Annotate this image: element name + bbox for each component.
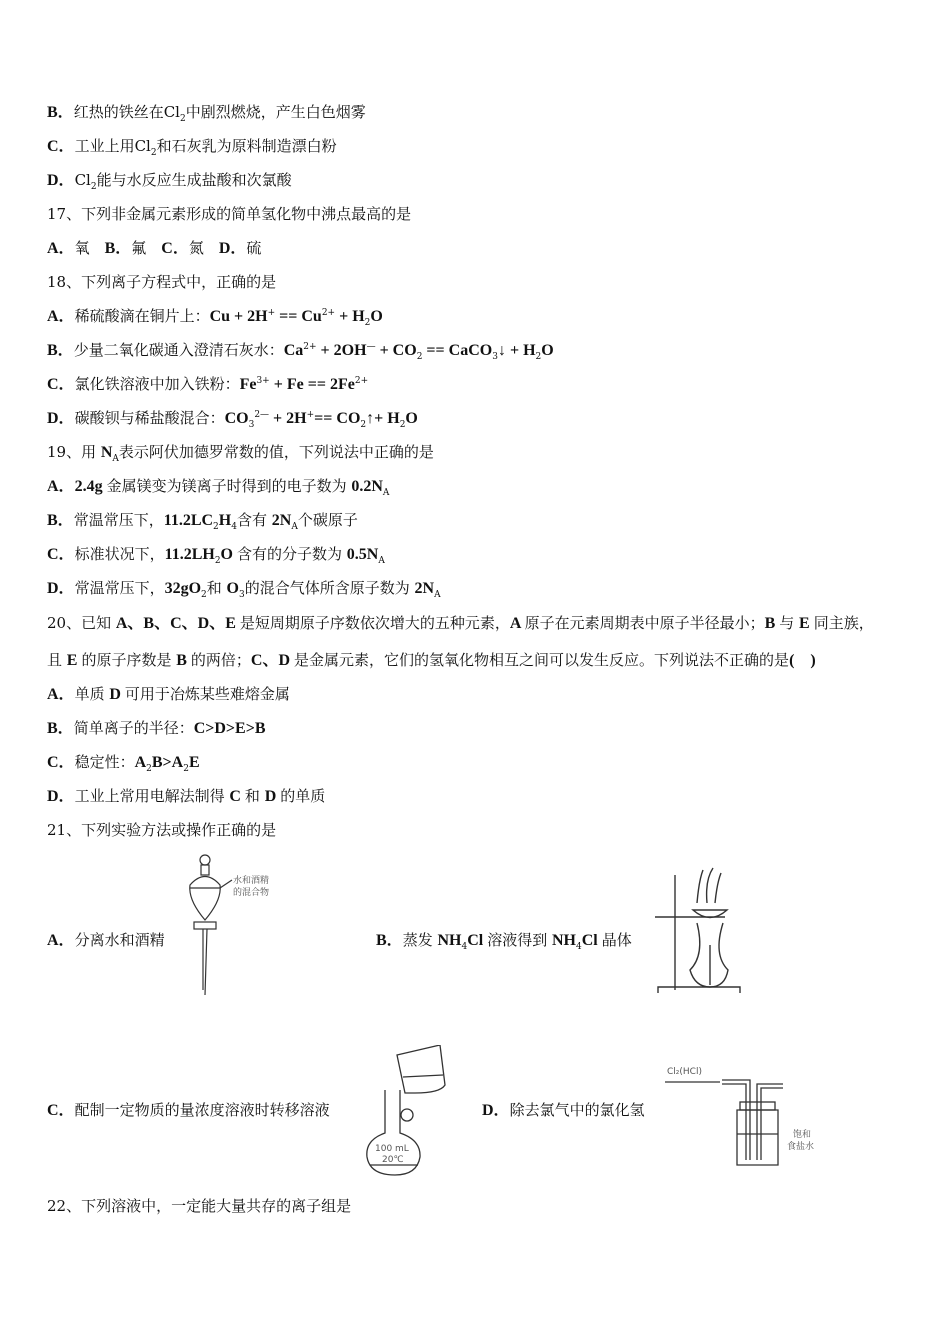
text-segment: B． [47, 104, 74, 121]
volumetric-flask-figure [355, 1045, 455, 1180]
text-segment: 11.2LH [164, 546, 215, 563]
text-segment: B． [104, 240, 132, 257]
text-segment: 标准状况下， [74, 545, 165, 563]
text-segment: O [405, 410, 418, 427]
text-line [47, 102, 366, 123]
text-line [47, 650, 816, 671]
text-segment: 是金属元素，它们的氢氧化物相互之间可以发生反应。下列说法不正确的是 [294, 651, 790, 669]
text-segment: A． [47, 240, 75, 257]
text-segment: 2 [213, 522, 219, 532]
text-segment: 2 [416, 352, 423, 362]
text-segment: 含有 [236, 511, 272, 529]
text-line [47, 340, 554, 361]
text-segment: 氯化铁溶液中加入铁粉： [74, 375, 240, 393]
text-segment: + 2OH [316, 342, 367, 359]
text-segment: D． [47, 410, 75, 427]
text-segment: == CO [314, 410, 361, 427]
text-segment: 0.2N [351, 478, 383, 495]
text-line [47, 684, 290, 705]
text-segment: C、D [250, 652, 295, 669]
option-21-d [482, 1100, 645, 1121]
text-segment: A [134, 754, 147, 771]
text-segment: 氮 [188, 239, 219, 257]
text-segment: H [218, 512, 232, 529]
text-segment: 4 [461, 942, 468, 952]
text-segment: 能与水反应生成盐酸和次氯酸 [96, 171, 292, 189]
question-22 [47, 1196, 351, 1216]
text-segment: A [382, 488, 390, 498]
text-segment: 个碳原子 [297, 511, 358, 529]
text-line [47, 820, 276, 840]
text-segment: A． [47, 932, 75, 949]
text-segment: 和 [206, 579, 227, 597]
text-segment: Ca [283, 342, 304, 359]
text-segment: A [112, 454, 119, 464]
text-segment: + CO [375, 342, 417, 359]
text-segment: E [66, 652, 82, 669]
separatory-funnel-figure [180, 850, 290, 1000]
text-segment: C． [47, 546, 75, 563]
text-segment: O [220, 546, 237, 563]
text-segment: 21、下列实验方法或操作正确的是 [47, 821, 277, 839]
text-segment: 常温常压下， [73, 511, 164, 529]
text-segment: D [109, 686, 125, 703]
bottle-label-2: 食盐水 [787, 1142, 815, 1152]
text-segment: NH [551, 932, 576, 949]
text-segment: + [267, 308, 276, 318]
text-segment: NH [437, 932, 462, 949]
text-line [47, 510, 358, 531]
text-segment: 稳定性： [74, 753, 135, 771]
text-segment: A [509, 615, 525, 632]
text-segment: 2N [271, 512, 292, 529]
text-segment: A． [47, 686, 75, 703]
text-segment: 氧 [74, 239, 105, 257]
text-segment: 和 [244, 787, 265, 805]
text-segment: 中剧烈燃烧，产生白色烟雾 [185, 103, 366, 121]
text-segment: C． [47, 138, 75, 155]
text-segment: 4 [575, 942, 582, 952]
text-segment: 17、下列非金属元素形成的简单氢化物中沸点最高的是 [47, 205, 412, 223]
text-segment: 且 [47, 651, 67, 669]
text-line [47, 408, 418, 429]
text-line [47, 476, 389, 497]
text-segment: 2 [150, 148, 157, 158]
text-segment: D． [218, 240, 247, 257]
text-segment: B [176, 652, 191, 669]
text-segment: 晶体 [601, 931, 632, 949]
text-line [47, 204, 411, 224]
text-segment: 除去氯气中的氯化氢 [509, 1101, 645, 1119]
text-segment: Fe [239, 376, 257, 393]
text-segment: 3 [492, 352, 498, 362]
text-segment: 蒸发 [402, 931, 438, 949]
text-segment: 2 [360, 420, 367, 430]
text-segment: B>A [151, 754, 184, 771]
text-segment: B [764, 615, 780, 632]
text-segment: 3+ [256, 376, 270, 386]
text-line [47, 544, 385, 565]
option-21-a [47, 930, 165, 951]
gas-input-label: Cl₂(HCl) [667, 1067, 702, 1077]
text-segment: 的混合气体所含原子数为 [244, 579, 415, 597]
text-segment: O [226, 580, 239, 597]
option-21-b [376, 930, 632, 951]
text-segment: Cl [581, 932, 602, 949]
text-segment: A [434, 590, 441, 600]
text-segment: + 2H [269, 410, 307, 427]
text-segment: D． [47, 580, 75, 597]
text-segment: C． [161, 240, 189, 257]
text-segment: D． [47, 788, 75, 805]
text-segment: 20、已知 [47, 614, 116, 632]
text-line [47, 718, 266, 739]
text-segment: 2 [179, 114, 186, 124]
text-segment: 2 [90, 182, 97, 192]
text-segment: 2— [254, 410, 270, 420]
flask-temp-label: 20℃ [382, 1155, 404, 1165]
text-line [47, 578, 441, 599]
text-segment: 红热的铁丝在Cl [73, 103, 180, 121]
text-segment: 2.4g [74, 478, 107, 495]
text-segment: 4 [231, 522, 237, 532]
text-segment: 简单离子的半径： [73, 719, 194, 737]
text-segment: 2 [146, 764, 152, 774]
text-segment: 氟 [131, 239, 162, 257]
text-segment: 含有的分子数为 [237, 545, 347, 563]
text-segment: A． [47, 308, 75, 325]
evaporation-setup-figure [655, 865, 750, 1000]
text-line [47, 238, 261, 259]
text-segment: + H [335, 308, 365, 325]
text-segment: 0.5N [346, 546, 379, 563]
gas-washing-bottle-figure [665, 1062, 840, 1172]
text-line [47, 442, 434, 463]
text-segment: 11.2LC [163, 512, 214, 529]
text-segment: B． [376, 932, 403, 949]
text-segment: 2+ [321, 308, 336, 318]
text-segment: 表示阿伏加德罗常数的值，下列说法中正确的是 [118, 443, 434, 461]
text-line [47, 136, 337, 157]
text-segment: 2 [535, 352, 542, 362]
text-segment: B． [47, 512, 74, 529]
text-segment: 2+ [303, 342, 317, 352]
text-segment: 3 [239, 590, 245, 600]
text-segment: D． [47, 172, 75, 189]
text-segment: 2 [364, 318, 371, 328]
text-segment: Cl [467, 932, 488, 949]
text-segment: N [100, 444, 113, 461]
text-segment: 与 [779, 614, 800, 632]
text-segment: A [291, 522, 298, 532]
text-segment: 原子在元素周期表中原子半径最小； [524, 614, 765, 632]
text-segment: C． [47, 1102, 75, 1119]
text-segment: ( ) [789, 652, 816, 669]
text-segment: 常温常压下， [74, 579, 165, 597]
funnel-label-2: 的混合物 [233, 888, 270, 898]
text-segment: 3 [248, 420, 255, 430]
text-line [47, 306, 383, 327]
text-segment: ↓ + H [497, 342, 536, 359]
text-line [47, 272, 276, 292]
text-segment: 分离水和酒精 [74, 931, 165, 949]
text-segment: 32gO [164, 580, 202, 597]
text-segment: 配制一定物质的量浓度溶液时转移溶液 [74, 1101, 330, 1119]
text-segment: 2N [414, 580, 435, 597]
text-segment: 2 [201, 590, 207, 600]
text-segment: 工业上用Cl [74, 137, 151, 155]
text-segment: 2 [183, 764, 189, 774]
text-line [47, 613, 874, 634]
text-line [47, 786, 325, 807]
text-segment: 是短周期原子序数依次增大的五种元素， [239, 614, 510, 632]
text-segment: 2 [214, 556, 221, 566]
text-segment: 单质 [74, 685, 110, 703]
text-segment: D． [482, 1102, 510, 1119]
text-segment: 2 [399, 420, 406, 430]
text-segment: 19、用 [47, 443, 101, 461]
text-segment: Cu + 2H [209, 308, 268, 325]
text-segment: 碳酸钡与稀盐酸混合： [74, 409, 225, 427]
text-segment: 硫 [246, 239, 262, 257]
text-segment: == CaCO [422, 342, 493, 359]
text-segment: B． [47, 720, 74, 737]
text-segment: CO [224, 410, 249, 427]
text-segment: 工业上常用电解法制得 [74, 787, 230, 805]
text-segment: ↑+ H [366, 410, 400, 427]
option-21-c [47, 1100, 330, 1121]
text-segment: Cl [74, 171, 91, 189]
text-line [47, 752, 200, 773]
text-segment: 18、下列离子方程式中，正确的是 [47, 273, 277, 291]
text-segment: O [541, 342, 554, 359]
text-segment: C>D>E>B [193, 720, 266, 737]
text-segment: E [188, 754, 200, 771]
text-segment: 的原子序数是 [81, 651, 177, 669]
text-line [47, 374, 368, 395]
text-segment: + [306, 410, 315, 420]
text-segment: 22、下列溶液中，一定能大量共存的离子组是 [47, 1197, 352, 1215]
text-segment: 可用于冶炼某些难熔金属 [124, 685, 290, 703]
text-segment: 的两倍； [190, 651, 251, 669]
text-segment: B． [47, 342, 74, 359]
text-segment: 2+ [354, 376, 369, 386]
text-segment: 金属镁变为镁离子时得到的电子数为 [106, 477, 352, 495]
text-segment: C． [47, 754, 75, 771]
text-segment: 稀硫酸滴在铜片上： [74, 307, 210, 325]
text-segment: C． [47, 376, 75, 393]
text-line [47, 170, 292, 191]
text-segment: 的单质 [280, 787, 326, 805]
text-segment: 溶液得到 [487, 931, 552, 949]
text-segment: — [366, 342, 376, 352]
text-segment: C [229, 788, 245, 805]
text-segment: == Cu [275, 308, 322, 325]
bottle-label-1: 饱和 [793, 1130, 812, 1140]
text-segment: 和石灰乳为原料制造漂白粉 [156, 137, 337, 155]
text-segment: D [264, 788, 281, 805]
text-segment: E [799, 615, 814, 632]
text-segment: + Fe == 2Fe [269, 376, 355, 393]
text-segment: A [378, 556, 385, 566]
flask-volume-label: 100 mL [375, 1144, 409, 1154]
text-segment: 少量二氧化碳通入澄清石灰水： [73, 341, 284, 359]
text-segment: A、B、C、D、E [115, 615, 240, 632]
funnel-label-1: 水和酒精 [233, 876, 270, 886]
text-segment: 同主族， [813, 614, 874, 632]
text-segment: O [370, 308, 383, 325]
text-segment: A． [47, 478, 75, 495]
